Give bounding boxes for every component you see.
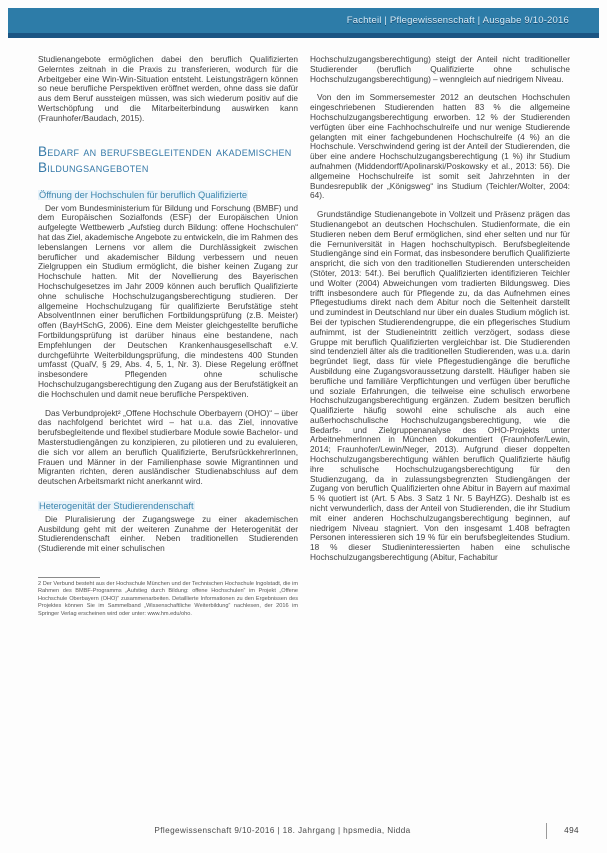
paragraph-intro-continuation: Studienangebote ermöglichen dabei den beruflich Qualifizierten Gelerntes zeitnah in die Praxis zu transferieren, wodurch für die Arbeitgeber eine Win-Win-Situation entsteht. Leistungsträgern können so neue berufliche Perspektiven eröffnet werden, ohne dass sie dafür aus dem Beruf aussteigen müssen, was sich wiederum positiv auf die Wertschöpfung und die Mitarbeiterbindung auswirken kann (Fraunhofer/Baudach, 2015). — [38, 54, 298, 123]
footnote-verbund: 2 Der Verbund besteht aus der Hochschule München und der Technischen Hochschule Ingolstadt, die im Rahmen des BMBF-Programms „Aufstieg durch Bildung: offene Hochschulen“ im Projekt „Offene Hochschule Oberbayern (OHO)“ zusammenarbeiten. Detaillierte Informationen zu den Ergebnissen des Projektes können Sie im Sammelband „Wissenschaftliche Weiterbildung“ nachlesen, der 2016 im Springer Verlag erscheinen wird oder unter: www.hm.edu/oho. — [38, 581, 298, 617]
subheading-heterogenitaet-label: Heterogenität der Studierendenschaft — [39, 500, 194, 511]
article-body — [38, 55, 570, 808]
page-footer — [38, 825, 587, 839]
paragraph-verbundprojekt: Das Verbundprojekt² „Offene Hochschule Oberbayern (OHO)“ – über das nachfolgend berichtet wird – hat u.a. das Ziel, innovative berufsbegleitende und flexibel studierbare Module sowie Bachelor- und Masterstudiengängen zu konzipieren, zu pilotieren und zu evaluieren, die sich vor allem an beruflich Qualifizierte, BerufsrückkehrerInnen, Frauen und Männer in der Familienphase sowie Migrantinnen und Migranten richten, deren ausländischer Studienabschluss auf dem deutschen Arbeitsmarkt nicht anerkannt wird. — [38, 407, 298, 487]
subheading-oeffnung — [38, 190, 298, 201]
paragraph-grundstaendig: Grundständige Studienangebote in Vollzeit und Präsenz prägen das Studienangebot an deutschen Hochschulen. Studienformate, die ein Studieren neben dem Beruf ermöglichen, sind eher selten und nur für die Fernuniversität in Hagen hochschultypisch. Berufsbegleitende Studiengänge sind ein Format, das insbesondere beruflich Qualifizierte anspricht, die sich von den traditionellen Studierenden unterscheiden (Stöter, 2013: 54f.). Bei beruflich Qualifizierten identifizieren Teichler und Wolter (2004) Abweichungen vom tradierten Bildungsweg. Dies trifft insbesondere auch für Pflegende zu, da das Aufnehmen eines Pflegestudiums direkt nach dem Abitur noch die Seltenheit darstellt und zumindest in Deutschland nur über ein duales Studium möglich ist. Bei der typischen Studierendengruppe, die ein pflegerisches Studium aufnimmt, ist der Studieneintritt zeitlich verzögert, sodass diese Gruppe mit beruflich Qualifizierten vergleichbar ist. Die Studierenden sind tendenziell älter als die traditionellen Studierenden, was u.a. darin begründet liegt, dass für viele Pflegestudiengänge die berufliche Ausbildung eine Zugangsvoraussetzung darstellt. Häufiger haben sie berufliche und familiäre Verpflichtungen und verfügen über berufliche und soziale Erfahrungen, die teilweise eine schulisch erworbene Hochschulzugangsberechtigung ergänzen. Zudem besitzen beruflich Qualifizierte häufig sowohl eine schulische als auch eine außerhochschulische Hochschulzugangsberechtigung, wie die Bedarfs- und Zielgruppenanalyse des OHO-Projekts unter ArbeitnehmerInnen in München dokumentiert (Fraunhofer/Lewin, 2014; Fraunhofer/Lewin/Neger, 2013). Aufgrund dieser doppelten Hochschulzugangsberechtigung wählen beruflich Qualifizierte häufig ihre schulische Hochschulzugangsberechtigung für den Studienzugang, da in zulassungsbegrenzten Studiengängen der Zugang von beruflich Qualifizierten ohne Abitur in Bayern auf maximal 5 % quotiert ist (Art. 5 Abs. 3 Satz 1 Nr. 5 BayHZG). Deshalb ist es nicht verwunderlich, dass der Anteil von Studierenden, die ihr Studium mit einer anderen Hochschulzugangsberechtigung beginnen, auf niedrigem Niveau stagniert. Von den insgesamt 1.408 befragten Personen interessieren sich 19 % für ein berufsbegleitendes Studium. 18 % dieser Studieninteressierten haben eine schulische Hochschulzugangsberechtigung (Abitur, Fachabitur — [310, 209, 570, 563]
subheading-heterogenitaet — [38, 501, 298, 512]
paragraph-fortsetzung: Hochschulzugangsberechtigung) steigt der Anteil nicht traditioneller Studierender (beruflich Qualifizierte ohne schulische Hochschulzugangsberechtigung) – wenngleich auf niedrigem Niveau. — [310, 54, 570, 84]
paragraph-sommersemester: Von den im Sommersemester 2012 an deutschen Hochschulen eingeschriebenen Studierenden hatten 83 % die allgemeine Hochschulzugangsberechtigung erworben. 12 % der Studierenden verfügten über eine Fachhochschulreife und nur wenige Studierende gelangten mit einer fachgebundenen Hochschulreife (4 %) an die Hochschule. Verschwindend gering ist der Anteil der Studierenden, die über eine andere Hochschulzugangsberechtigung (1 %) ihr Studium aufnahmen (Middendorff/Apolinarski/Poskowsky et al., 2013: 56). Die allgemeine Hochschulreife ist somit seit Jahrzehnten in der Bundesrepublik der „Königsweg“ ins Studium (Teichler/Wolter, 2004: 64). — [310, 92, 570, 201]
footer-page-number: 494 — [564, 826, 579, 835]
page-header-bar — [8, 8, 599, 38]
footnote-rule — [38, 577, 100, 578]
footer-journal-line: Pflegewissenschaft 9/10-2016 | 18. Jahrgang | hpsmedia, Nidda — [154, 826, 411, 835]
footer-divider — [546, 823, 547, 839]
paragraph-heterogenitaet: Die Pluralisierung der Zugangswege zu einer akademischen Ausbildung geht mit der weiteren Zunahme der Heterogenität der Studierendenschaft einher. Neben traditionellen Studierenden (Studierende mit einer schulischen — [38, 513, 298, 554]
header-issue-label: Fachteil | Pflegewissenschaft | Ausgabe 9/10-2016 — [346, 15, 569, 26]
paragraph-oeffnung: Der vom Bundesministerium für Bildung und Forschung (BMBF) und dem Europäischen Sozialfonds (ESF) der Europäischen Union aufgelegte Wettbewerb „Aufstieg durch Bildung: offene Hochschulen“ hat das Ziel, akademische Angebote zu entwickeln, die im Rahmen des lebenslangen Lernens vor allem die Durchlässigkeit zwischen beruflicher und akademischer Bildung verbessern und neuen Zielgruppen ein Studium ermöglicht, die bisher keinen Zugang zur Hochschule hatten. Mit der Novellierung des Bayerischen Hochschulgesetzes im Jahr 2009 können auch beruflich Qualifizierte ohne schulische Hochschulzugangsberechtigung studieren. Der allgemeine Hochschulzugang für qualifizierte Berufstätige steht AbsolventInnen einer beruflichen Fortbildungsprüfung (z.B. Meister) offen (BayHSchG, 2006). Eine dem Meister gleichgestellte berufliche Fortbildungsprüfung ist darüber hinaus eine bestandene, nach Empfehlungen der Deutschen Krankenhausgesellschaft e.V. durchgeführte Weiterbildungsprüfung, die mindestens 400 Stunden umfasst (QualV, § 29, Abs. 4, 5, 1, Nr. 3). Diese Regelung eröffnet insbesondere Pflegenden ohne schulische Hochschulzugangsberechtigung den Zugang aus der Berufstätigkeit an die Hochschulen und damit neue berufliche Perspektiven. — [38, 202, 298, 399]
right-column — [310, 55, 570, 808]
subheading-oeffnung-label: Öffnung der Hochschulen für beruflich Qualifizierte — [39, 189, 248, 200]
section-heading-bedarf: Bedarf an berufsbegleitenden akademischen Bildungsangeboten — [38, 143, 292, 176]
left-column — [38, 55, 298, 808]
